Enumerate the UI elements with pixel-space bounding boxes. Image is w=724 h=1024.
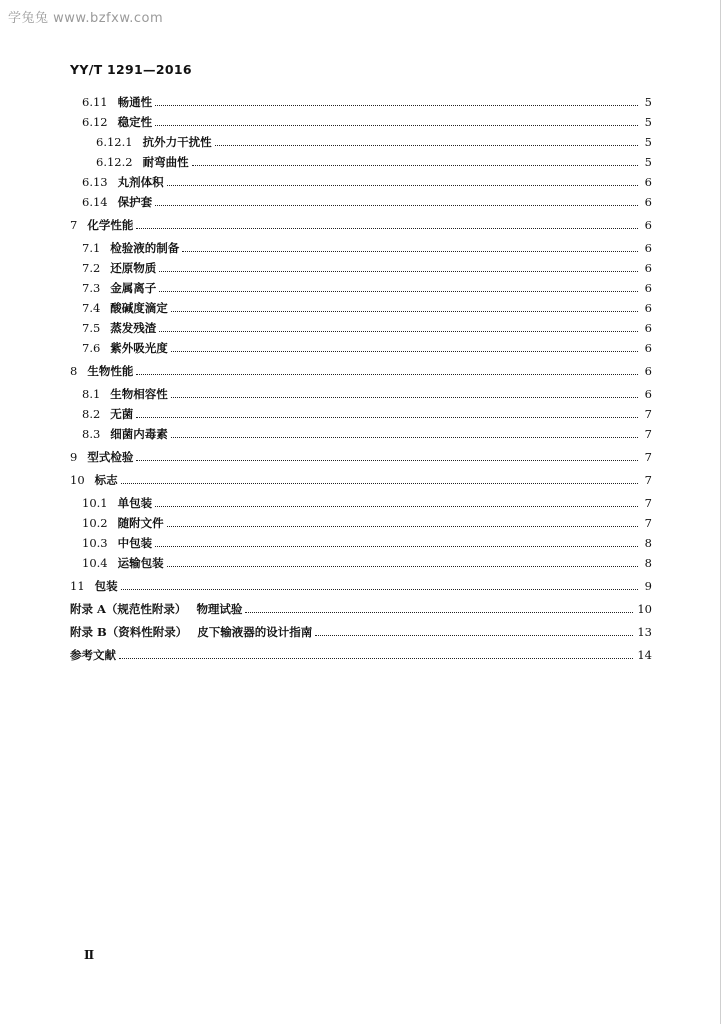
toc-entry-title: 运输包装 — [117, 556, 164, 570]
toc-entry-number: 6.12.2 — [96, 155, 133, 169]
toc-entry-number: 8.2 — [82, 407, 101, 421]
toc-entry[interactable] — [82, 94, 652, 110]
toc-dot-leader — [121, 589, 638, 590]
toc-entry-title: 抗外力干扰性 — [142, 135, 212, 149]
toc-entry-number: 附录 B（资料性附录） — [70, 625, 188, 639]
toc-dot-leader — [171, 437, 638, 438]
toc-entry[interactable] — [82, 260, 652, 276]
toc-entry[interactable] — [70, 601, 652, 617]
toc-entry-title: 检验液的制备 — [110, 241, 180, 255]
toc-entry-number: 参考文献 — [70, 648, 116, 662]
toc-entry-number: 7.2 — [82, 261, 101, 275]
toc-entry[interactable] — [82, 515, 652, 531]
toc-entry-number: 7.3 — [82, 281, 101, 295]
toc-entry-number: 6.12 — [82, 115, 108, 129]
toc-entry-page: 5 — [644, 95, 652, 109]
toc-entry-title: 化学性能 — [87, 218, 134, 232]
toc-entry[interactable] — [82, 535, 652, 551]
toc-entry-title: 生物相容性 — [110, 387, 168, 401]
toc-dot-leader — [155, 125, 638, 126]
toc-entry[interactable] — [70, 363, 652, 379]
standard-code-header: YY/T 1291—2016 — [70, 62, 192, 77]
page-edge-line — [720, 0, 721, 1024]
toc-dot-leader — [245, 612, 633, 613]
page-number-footer: Ⅱ — [84, 948, 95, 962]
toc-dot-leader — [155, 105, 638, 106]
toc-entry-title: 生物性能 — [87, 364, 134, 378]
toc-entry-page: 6 — [644, 261, 652, 275]
toc-dot-leader — [159, 291, 638, 292]
toc-entry[interactable] — [82, 194, 652, 210]
toc-entry[interactable] — [82, 426, 652, 442]
toc-entry[interactable] — [82, 280, 652, 296]
toc-entry-page: 6 — [644, 364, 652, 378]
toc-entry-page: 10 — [637, 602, 652, 616]
toc-entry-page: 6 — [644, 195, 652, 209]
toc-entry[interactable] — [70, 647, 652, 663]
toc-entry-page: 7 — [644, 450, 652, 464]
toc-dot-leader — [136, 460, 638, 461]
toc-entry-title: 丸剂体积 — [117, 175, 164, 189]
toc-entry-number: 11 — [70, 579, 85, 593]
toc-dot-leader — [155, 205, 638, 206]
toc-dot-leader — [155, 546, 638, 547]
toc-entry-page: 6 — [644, 341, 652, 355]
toc-entry-page: 6 — [644, 281, 652, 295]
toc-entry-title: 紫外吸光度 — [110, 341, 168, 355]
toc-dot-leader — [119, 658, 633, 659]
toc-dot-leader — [136, 417, 638, 418]
toc-entry-page: 5 — [644, 135, 652, 149]
toc-dot-leader — [167, 185, 638, 186]
toc-entry[interactable] — [70, 578, 652, 594]
toc-entry[interactable] — [82, 406, 652, 422]
toc-entry-number: 9 — [70, 450, 78, 464]
toc-dot-leader — [182, 251, 638, 252]
toc-entry[interactable] — [82, 340, 652, 356]
toc-entry-number: 8.1 — [82, 387, 101, 401]
toc-entry-title: 随附文件 — [117, 516, 164, 530]
toc-entry-title: 包装 — [94, 579, 118, 593]
toc-entry[interactable] — [82, 386, 652, 402]
toc-entry-number: 10.3 — [82, 536, 108, 550]
toc-dot-leader — [171, 397, 638, 398]
toc-dot-leader — [136, 374, 638, 375]
toc-entry-number: 7.4 — [82, 301, 101, 315]
toc-entry-title: 皮下输液器的设计指南 — [197, 625, 313, 639]
toc-entry-page: 5 — [644, 155, 652, 169]
toc-entry-number: 10.1 — [82, 496, 108, 510]
toc-entry-number: 7 — [70, 218, 78, 232]
toc-entry-title: 耐弯曲性 — [142, 155, 189, 169]
toc-entry-title: 保护套 — [117, 195, 153, 209]
toc-entry-number: 7.5 — [82, 321, 101, 335]
toc-entry-title: 物理试验 — [196, 602, 243, 616]
toc-entry-page: 9 — [644, 579, 652, 593]
toc-dot-leader — [192, 165, 638, 166]
toc-entry-page: 6 — [644, 175, 652, 189]
toc-entry-page: 14 — [637, 648, 652, 662]
toc-dot-leader — [167, 526, 638, 527]
toc-entry[interactable] — [70, 472, 652, 488]
toc-entry[interactable] — [82, 114, 652, 130]
toc-entry-number: 7.1 — [82, 241, 101, 255]
toc-entry-number: 附录 A（规范性附录） — [70, 602, 187, 616]
toc-entry-page: 6 — [644, 321, 652, 335]
toc-entry[interactable] — [82, 174, 652, 190]
toc-entry[interactable] — [70, 624, 652, 640]
toc-entry-page: 6 — [644, 301, 652, 315]
toc-entry-number: 6.13 — [82, 175, 108, 189]
toc-entry-page: 7 — [644, 496, 652, 510]
toc-entry-number: 10 — [70, 473, 85, 487]
toc-entry-title: 还原物质 — [110, 261, 157, 275]
toc-entry-title: 标志 — [94, 473, 118, 487]
toc-dot-leader — [155, 506, 638, 507]
toc-dot-leader — [215, 145, 638, 146]
toc-entry-number: 6.11 — [82, 95, 108, 109]
toc-entry-number: 8.3 — [82, 427, 101, 441]
toc-entry-title: 金属离子 — [110, 281, 157, 295]
toc-entry-page: 8 — [644, 536, 652, 550]
toc-entry-page: 13 — [637, 625, 652, 639]
toc-entry-title: 细菌内毒素 — [110, 427, 168, 441]
toc-entry[interactable] — [82, 300, 652, 316]
toc-entry[interactable] — [96, 154, 652, 170]
toc-entry-title: 中包装 — [117, 536, 153, 550]
toc-dot-leader — [159, 331, 638, 332]
toc-entry[interactable] — [82, 240, 652, 256]
toc-entry-title: 蒸发残渣 — [110, 321, 157, 335]
toc-entry-page: 6 — [644, 241, 652, 255]
toc-entry-number: 10.2 — [82, 516, 108, 530]
toc-entry[interactable] — [82, 555, 652, 571]
watermark-text: 学兔兔 www.bzfxw.com — [8, 11, 164, 26]
toc-entry-page: 7 — [644, 473, 652, 487]
toc-entry[interactable] — [82, 320, 652, 336]
toc-entry-number: 6.14 — [82, 195, 108, 209]
toc-dot-leader — [171, 351, 638, 352]
toc-entry-title: 无菌 — [110, 407, 134, 421]
toc-dot-leader — [159, 271, 638, 272]
toc-dot-leader — [121, 483, 638, 484]
toc-dot-leader — [136, 228, 638, 229]
toc-entry[interactable] — [96, 134, 652, 150]
toc-entry-title: 稳定性 — [117, 115, 153, 129]
toc-entry[interactable] — [82, 495, 652, 511]
toc-entry-title: 型式检验 — [87, 450, 134, 464]
toc-entry-number: 10.4 — [82, 556, 108, 570]
toc-entry[interactable] — [70, 217, 652, 233]
toc-entry-title: 酸碱度滴定 — [110, 301, 168, 315]
toc-entry-number: 7.6 — [82, 341, 101, 355]
toc-dot-leader — [171, 311, 638, 312]
toc-dot-leader — [167, 566, 638, 567]
toc-entry[interactable] — [70, 449, 652, 465]
toc-entry-number: 6.12.1 — [96, 135, 133, 149]
toc-entry-page: 5 — [644, 115, 652, 129]
toc-entry-page: 7 — [644, 516, 652, 530]
toc-entry-number: 8 — [70, 364, 78, 378]
toc-entry-page: 7 — [644, 407, 652, 421]
toc-dot-leader — [315, 635, 633, 636]
toc-entry-page: 8 — [644, 556, 652, 570]
toc-entry-page: 6 — [644, 218, 652, 232]
toc-entry-title: 单包装 — [117, 496, 153, 510]
toc-entry-page: 7 — [644, 427, 652, 441]
toc-entry-page: 6 — [644, 387, 652, 401]
toc-entry-title: 畅通性 — [117, 95, 153, 109]
